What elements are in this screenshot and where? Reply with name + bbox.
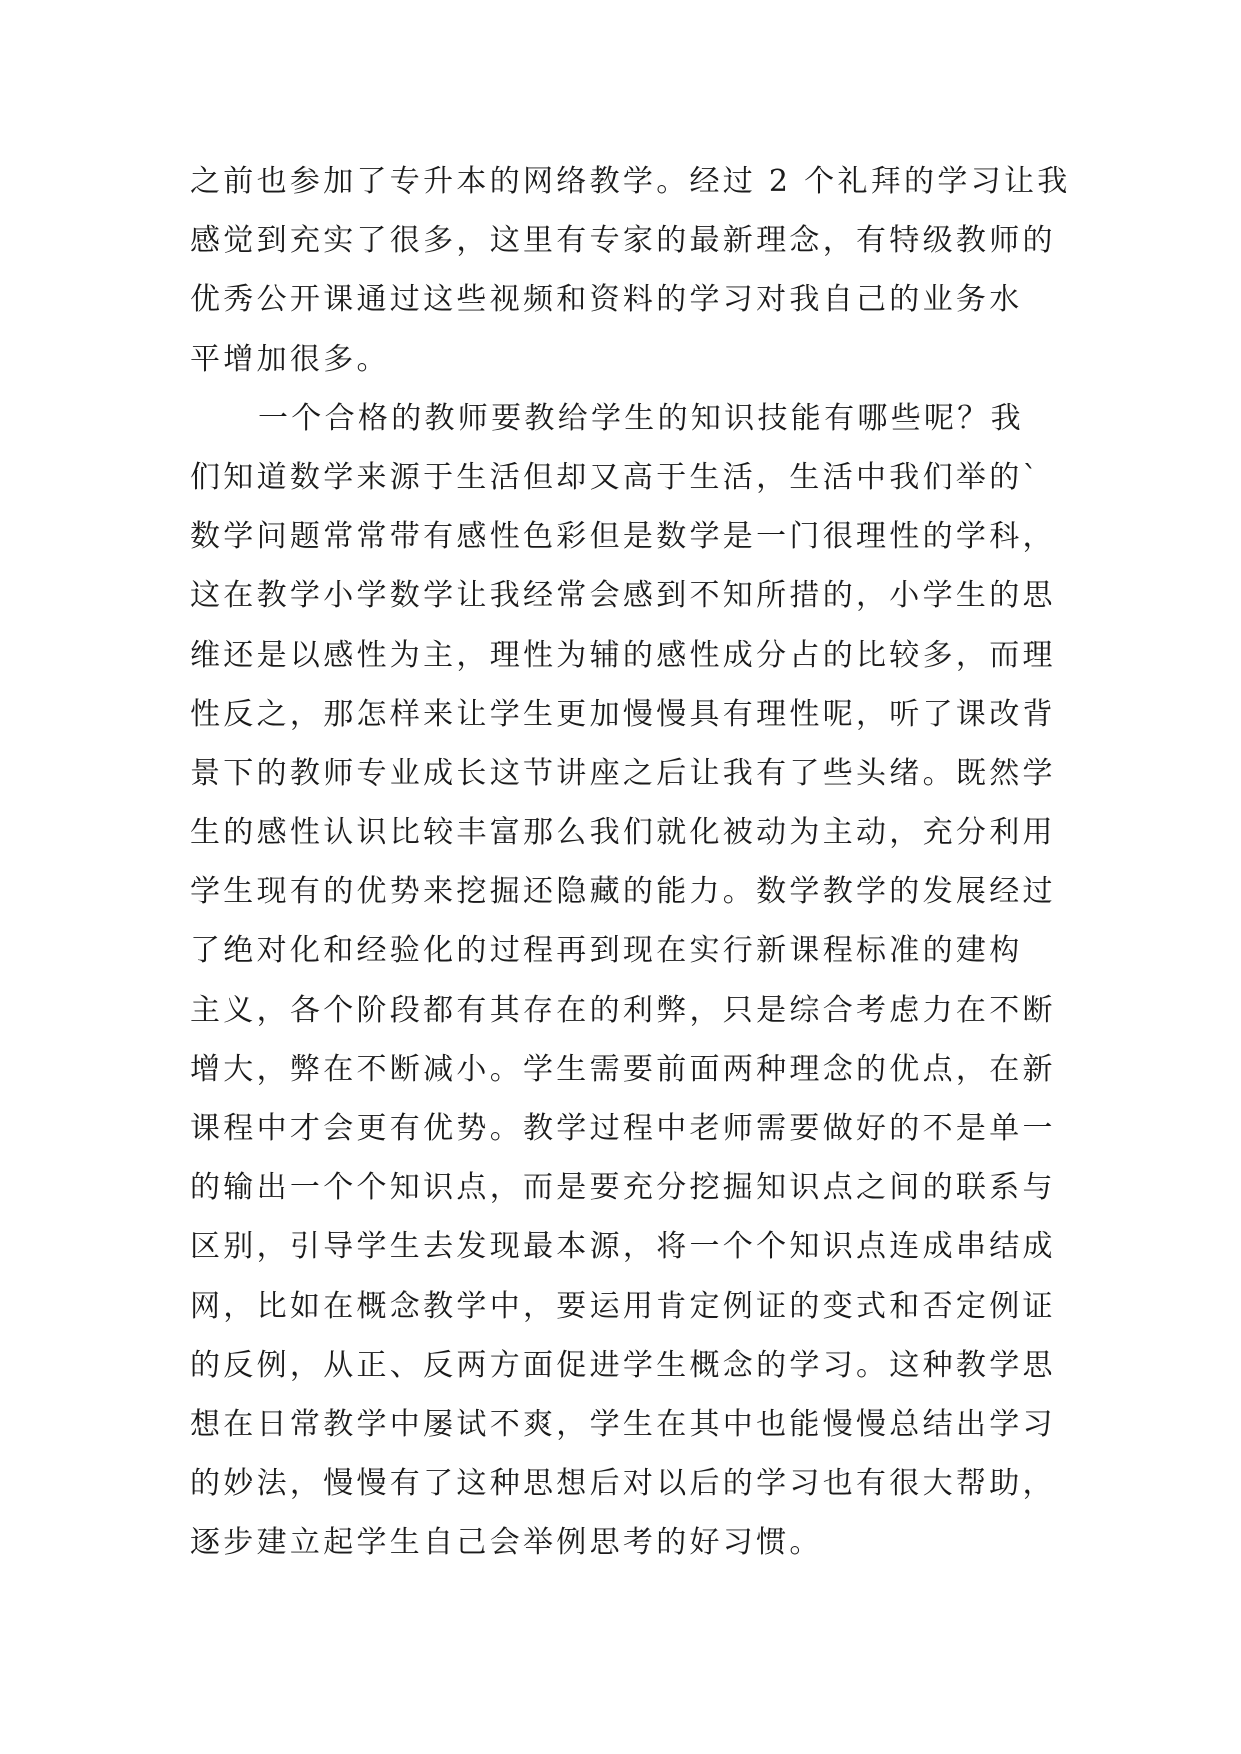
text-line: 想在日常教学中屡试不爽，学生在其中也能慢慢总结出学习 [190,1406,1056,1442]
text-line: 平增加很多。 [190,341,390,377]
text-line: 数学问题常常带有感性色彩但是数学是一门很理性的学科， [190,519,1056,555]
text-line: 景下的教师专业成长这节讲座之后让我有了些头绪。既然学 [190,755,1056,791]
text-line: 了绝对化和经验化的过程再到现在实行新课程标准的建构 [190,933,1023,969]
text-line: 生的感性认识比较丰富那么我们就化被动为主动，充分利用 [190,815,1056,851]
text-line: 学生现有的优势来挖掘还隐藏的能力。数学教学的发展经过 [190,874,1056,910]
paragraph [190,152,1070,389]
text-line: 优秀公开课通过这些视频和资料的学习对我自己的业务水 [190,282,1023,318]
text-line: 的妙法，慢慢有了这种思想后对以后的学习也有很大帮助， [190,1466,1056,1502]
text-line: 之前也参加了专升本的网络教学。经过 2 个礼拜的学习让我 [190,164,1071,199]
text-line: 维还是以感性为主，理性为辅的感性成分占的比较多，而理 [190,637,1056,673]
document-body [190,152,1070,1573]
text-line: 增大，弊在不断减小。学生需要前面两种理念的优点，在新 [190,1051,1056,1087]
text-line: 区别，引导学生去发现最本源，将一个个知识点连成串结成 [190,1229,1056,1265]
paragraph [190,389,1070,1573]
text-line: 网，比如在概念教学中，要运用肯定例证的变式和否定例证 [190,1288,1056,1324]
text-line: 主义，各个阶段都有其存在的利弊，只是综合考虑力在不断 [190,992,1056,1028]
text-line-indented: 一个合格的教师要教给学生的知识技能有哪些呢？我 [258,400,1024,436]
text-line: 的反例，从正、反两方面促进学生概念的学习。这种教学思 [190,1347,1056,1383]
text-line: 的输出一个个知识点，而是要充分挖掘知识点之间的联系与 [190,1170,1056,1206]
text-line: 性反之，那怎样来让学生更加慢慢具有理性呢，听了课改背 [190,696,1056,732]
text-line: 感觉到充实了很多，这里有专家的最新理念，有特级教师的 [190,223,1056,259]
text-line: 这在教学小学数学让我经常会感到不知所措的，小学生的思 [190,578,1056,614]
text-line: 课程中才会更有优势。教学过程中老师需要做好的不是单一 [190,1111,1056,1146]
text-line: 逐步建立起学生自己会举例思考的好习惯。 [190,1525,823,1561]
text-line: 们知道数学来源于生活但却又高于生活，生活中我们举的` [190,459,1041,495]
